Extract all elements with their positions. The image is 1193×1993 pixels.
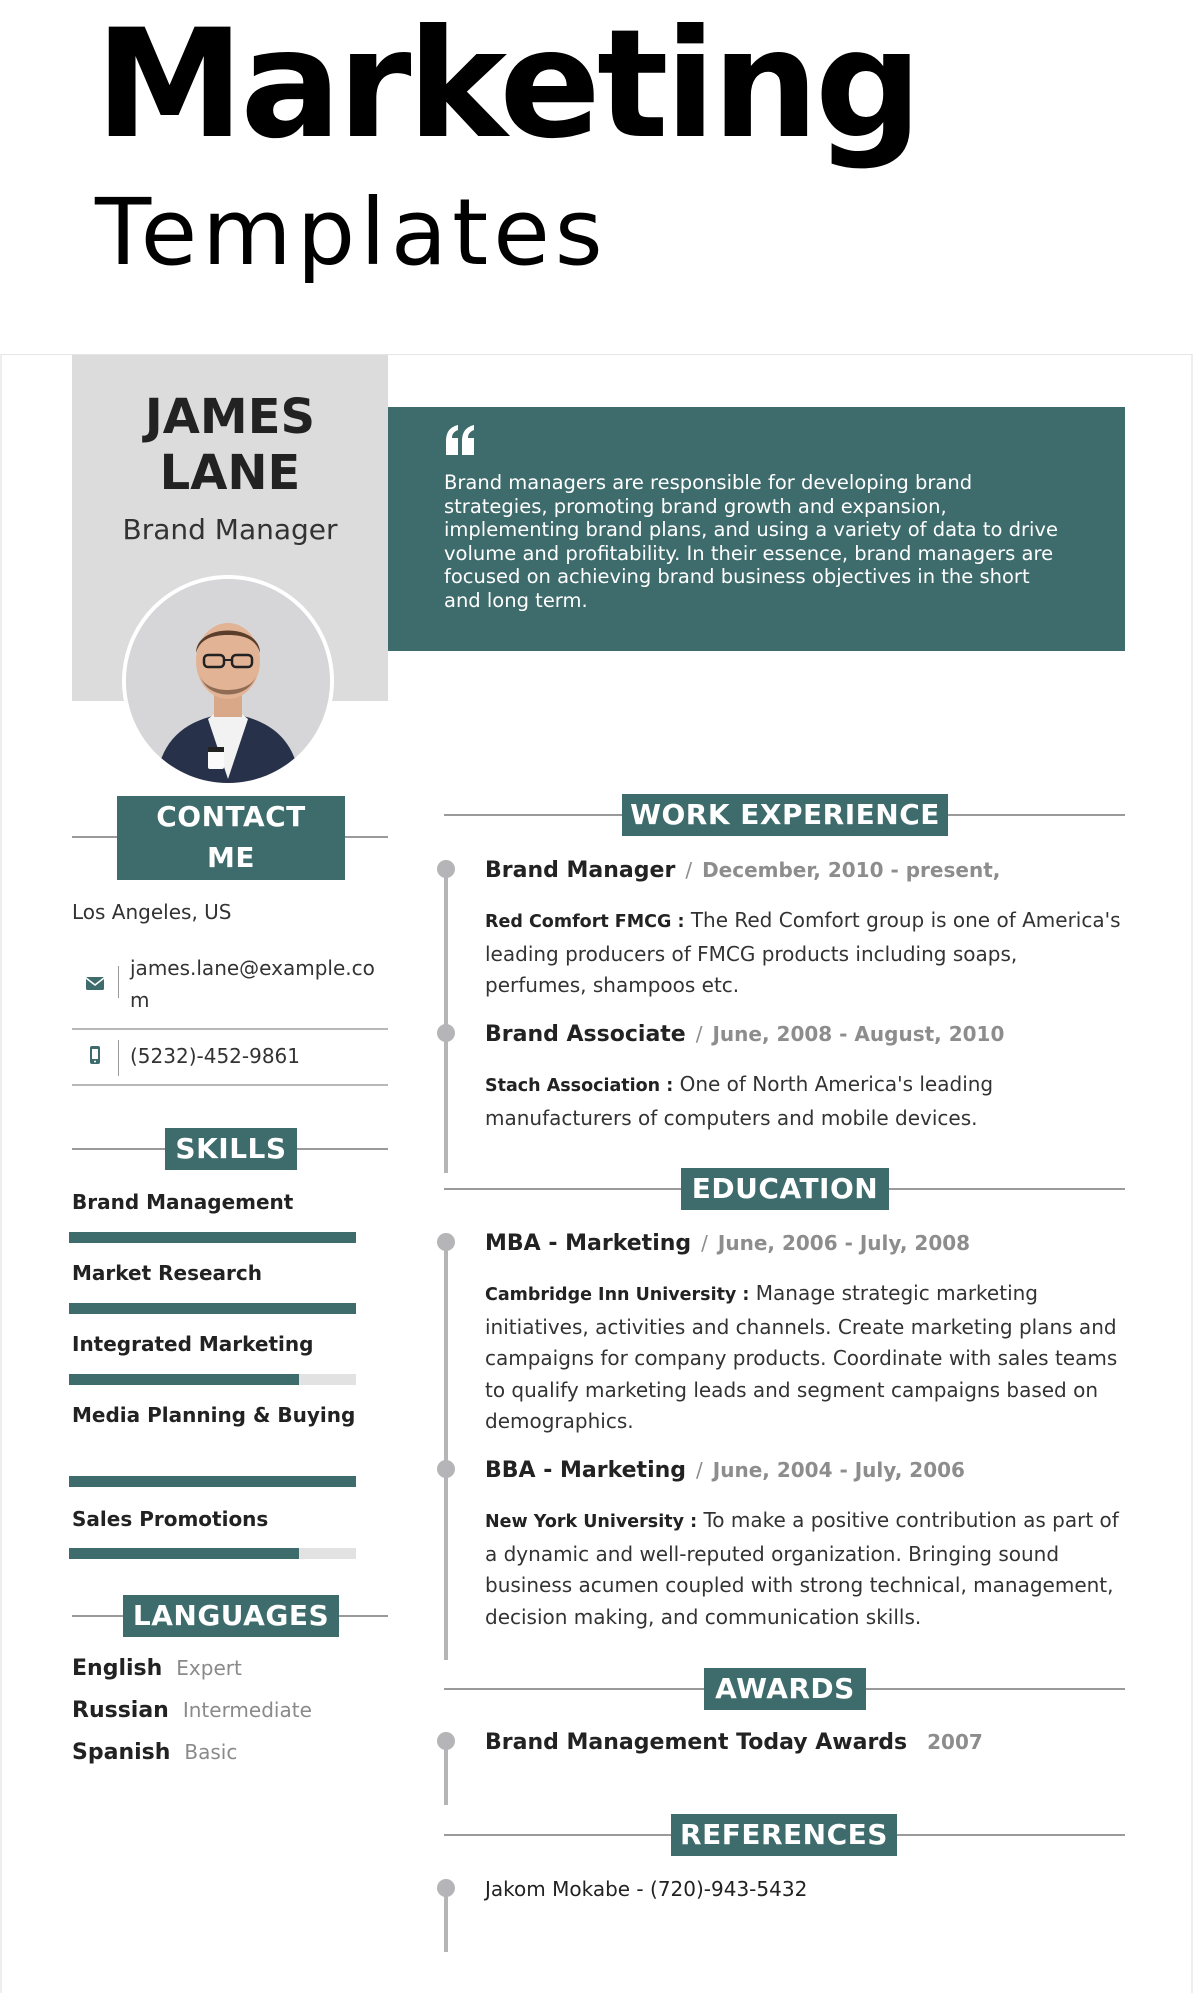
education-entry-title: [485, 1229, 970, 1258]
language-name: English: [72, 1656, 163, 1681]
awards-timeline: [444, 1741, 448, 1805]
timeline-dot: [437, 1024, 455, 1042]
language-level: Basic: [184, 1740, 238, 1764]
timeline-dot: [437, 860, 455, 878]
work-entry-desc: [485, 1069, 1125, 1134]
candidate-role: Brand Manager: [122, 513, 338, 546]
title-separator: /: [701, 1231, 708, 1255]
skill-name: Sales Promotions: [72, 1507, 269, 1531]
skill-level-fill: [69, 1303, 356, 1314]
skill-level-bar: [69, 1548, 356, 1559]
job-title: Brand Manager: [485, 858, 676, 883]
title-separator: /: [696, 1458, 703, 1482]
awards-heading: AWARDS: [704, 1668, 866, 1710]
degree-title: BBA - Marketing: [485, 1458, 687, 1483]
job-date: December, 2010 - present,: [702, 858, 1001, 882]
skill-name: Brand Management: [72, 1190, 294, 1214]
degree-desc: Manage strategic marketing initiatives, activities and channels. Create marketing plans and campaigns for company products. Coordinate with sales teams to qualify marketing leads and segment campaigns based on demographics.: [485, 1281, 1118, 1433]
skill-level-fill: [69, 1548, 299, 1559]
work-timeline: [444, 869, 448, 1173]
avatar-photo: [126, 579, 330, 783]
envelope-icon: [84, 972, 106, 994]
degree-date: June, 2004 - July, 2006: [712, 1458, 965, 1482]
contact-phone[interactable]: (5232)-452-9861: [130, 1044, 301, 1068]
skill-level-fill: [69, 1476, 356, 1487]
job-org: Red Comfort FMCG :: [485, 912, 685, 932]
timeline-dot: [437, 1233, 455, 1251]
education-entry-desc: [485, 1278, 1125, 1438]
award-entry: [485, 1728, 983, 1757]
timeline-dot: [437, 1732, 455, 1750]
contact-phone-row: [72, 1030, 388, 1086]
languages-heading: LANGUAGES: [123, 1595, 339, 1637]
title-separator: /: [695, 1022, 703, 1046]
skill-level-bar: [69, 1303, 356, 1314]
school-name: New York University :: [485, 1512, 698, 1532]
timeline-dot: [437, 1879, 455, 1897]
contact-email[interactable]: james.lane@example.com: [130, 956, 375, 1012]
name-first: JAMES: [144, 389, 316, 445]
page-title: Marketing: [95, 0, 919, 172]
skills-heading: SKILLS: [165, 1128, 297, 1170]
language-item: [72, 1656, 242, 1681]
contact-separator: [118, 966, 119, 998]
degree-title: MBA - Marketing: [485, 1231, 692, 1256]
language-name: Spanish: [72, 1740, 171, 1765]
work-entry-title: [485, 1020, 1004, 1049]
skill-level-fill: [69, 1232, 356, 1243]
skill-level-bar: [69, 1476, 356, 1487]
contact-heading-line1: CONTACT: [156, 800, 306, 833]
job-title: Brand Associate: [485, 1022, 686, 1047]
language-level: Intermediate: [182, 1698, 312, 1722]
skill-level-bar: [69, 1232, 356, 1243]
contact-location: Los Angeles, US: [72, 900, 232, 924]
job-desc: One of North America's leading manufacturers of computers and mobile devices.: [485, 1072, 994, 1130]
job-org: Stach Association :: [485, 1076, 674, 1096]
work-entry-title: [485, 856, 1000, 885]
language-item: [72, 1740, 237, 1765]
degree-desc: To make a positive contribution as part of a dynamic and well-reputed organization. Bringing sound business acumen coupled with strong technical, management, decision making, and communication skills.: [485, 1508, 1119, 1629]
summary-text: Brand managers are responsible for developing brand strategies, promoting brand growth and expansion, implementing brand plans, and using a variety of data to drive volume and profitability. In their essence, brand managers are focused on achieving brand business objectives in the short and long term.: [444, 471, 1058, 612]
job-desc: The Red Comfort group is one of America's leading producers of FMCG products including soaps, perfumes, shampoos etc.: [485, 908, 1121, 997]
title-separator: /: [685, 858, 693, 882]
award-title: Brand Management Today Awards: [485, 1730, 908, 1755]
summary-box: [388, 407, 1125, 651]
avatar: [122, 575, 334, 787]
contact-heading: [117, 796, 345, 880]
degree-date: June, 2006 - July, 2008: [717, 1231, 971, 1255]
school-name: Cambridge Inn University :: [485, 1285, 750, 1305]
name-last: LANE: [159, 445, 301, 501]
candidate-name: [72, 389, 388, 501]
skill-level-fill: [69, 1374, 299, 1385]
skill-level-bar: [69, 1374, 356, 1385]
work-entry-desc: [485, 905, 1125, 1002]
references-timeline: [444, 1888, 448, 1952]
references-heading: REFERENCES: [671, 1814, 897, 1856]
quote-icon: [444, 425, 476, 455]
skill-name: Media Planning & Buying: [72, 1403, 356, 1427]
education-timeline: [444, 1242, 448, 1660]
language-level: Expert: [176, 1656, 242, 1680]
language-name: Russian: [72, 1698, 169, 1723]
phone-icon: [84, 1044, 106, 1066]
job-date: June, 2008 - August, 2010: [712, 1022, 1005, 1046]
contact-email-row: [72, 952, 388, 1030]
education-entry-title: [485, 1456, 965, 1485]
reference-entry: Jakom Mokabe - (720)-943-5432: [485, 1877, 808, 1901]
skill-name: Market Research: [72, 1261, 262, 1285]
contact-heading-line2: ME: [207, 841, 255, 874]
education-heading: EDUCATION: [681, 1168, 889, 1210]
resume-card: [0, 354, 1193, 1993]
skill-name: Integrated Marketing: [72, 1332, 314, 1356]
timeline-dot: [437, 1460, 455, 1478]
contact-separator: [118, 1040, 119, 1076]
education-entry-desc: [485, 1505, 1125, 1633]
work-heading: WORK EXPERIENCE: [622, 794, 948, 836]
page-subtitle: Templates: [95, 179, 608, 286]
language-item: [72, 1698, 312, 1723]
award-year: 2007: [927, 1730, 983, 1754]
